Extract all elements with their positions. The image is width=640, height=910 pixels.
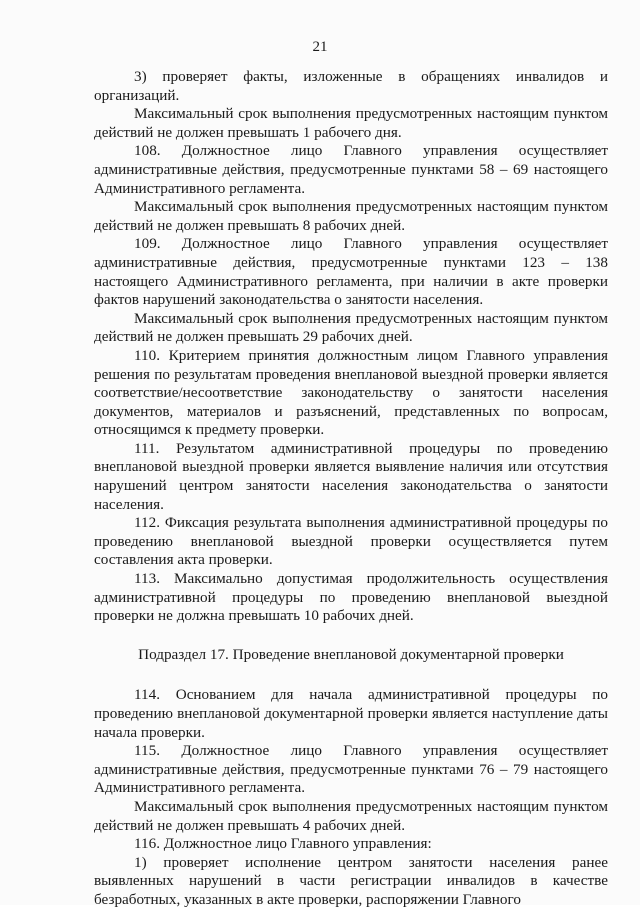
paragraph: 113. Максимально допустимая продолжительность осуществления административной процедуры по проведению внеплановой выездной проверки не должна превышать 10 рабочих дней. [94, 570, 608, 625]
paragraph: 3) проверяет факты, изложенные в обращениях инвалидов и организаций. [94, 68, 608, 104]
paragraph: 1) проверяет исполнение центром занятости населения ранее выявленных нарушений в части регистрации инвалидов в качестве безработных, указанных в акте проверки, распоряжении Главного [94, 853, 608, 908]
paragraph: 114. Основанием для начала административной процедуры по проведению внеплановой документарной проверки является наступление даты начала проверки. [94, 686, 608, 741]
paragraph: 109. Должностное лицо Главного управления осуществляет административные действия, предусмотренные пунктами 123 – 138 настоящего Административного регламента, при наличии в акте проверки фактов нарушений законодательства о занятости населения. [94, 235, 608, 309]
paragraph: Максимальный срок выполнения предусмотренных настоящим пунктом действий не должен превышать 8 рабочих дней. [94, 198, 608, 234]
paragraph: 115. Должностное лицо Главного управления осуществляет административные действия, предусмотренные пунктами 76 – 79 настоящего Административного регламента. [94, 742, 608, 797]
page-number: 21 [312, 39, 328, 55]
paragraph: 116. Должностное лицо Главного управления: [134, 835, 432, 853]
section-heading: Подраздел 17. Проведение внеплановой документарной проверки [138, 645, 564, 663]
paragraph: 112. Фиксация результата выполнения административной процедуры по проведению внеплановой выездной проверки осуществляется путем составления акта проверки. [94, 514, 608, 569]
paragraph: Максимальный срок выполнения предусмотренных настоящим пунктом действий не должен превышать 29 рабочих дней. [94, 309, 608, 346]
paragraph: 108. Должностное лицо Главного управления осуществляет административные действия, предусмотренные пунктами 58 – 69 настоящего Административного регламента. [94, 142, 608, 197]
paragraph: 110. Критерием принятия должностным лицом Главного управления решения по результатам проведения внеплановой выездной проверки является соответствие/несоответствие законодательству о занятости населения документов, материалов и разъяснений, представленных по вопросам, относящимся к предмету проверки. [94, 346, 608, 439]
paragraph: Максимальный срок выполнения предусмотренных настоящим пунктом действий не должен превышать 1 рабочего дня. [94, 105, 608, 141]
paragraph: 111. Результатом административной процедуры по проведению внеплановой выездной проверки является выявление наличия или отсутствия нарушений центром занятости населения законодательства о занятости населения. [94, 439, 608, 513]
paragraph: Максимальный срок выполнения предусмотренных настоящим пунктом действий не должен превышать 4 рабочих дней. [94, 797, 608, 834]
document-body [94, 68, 608, 910]
